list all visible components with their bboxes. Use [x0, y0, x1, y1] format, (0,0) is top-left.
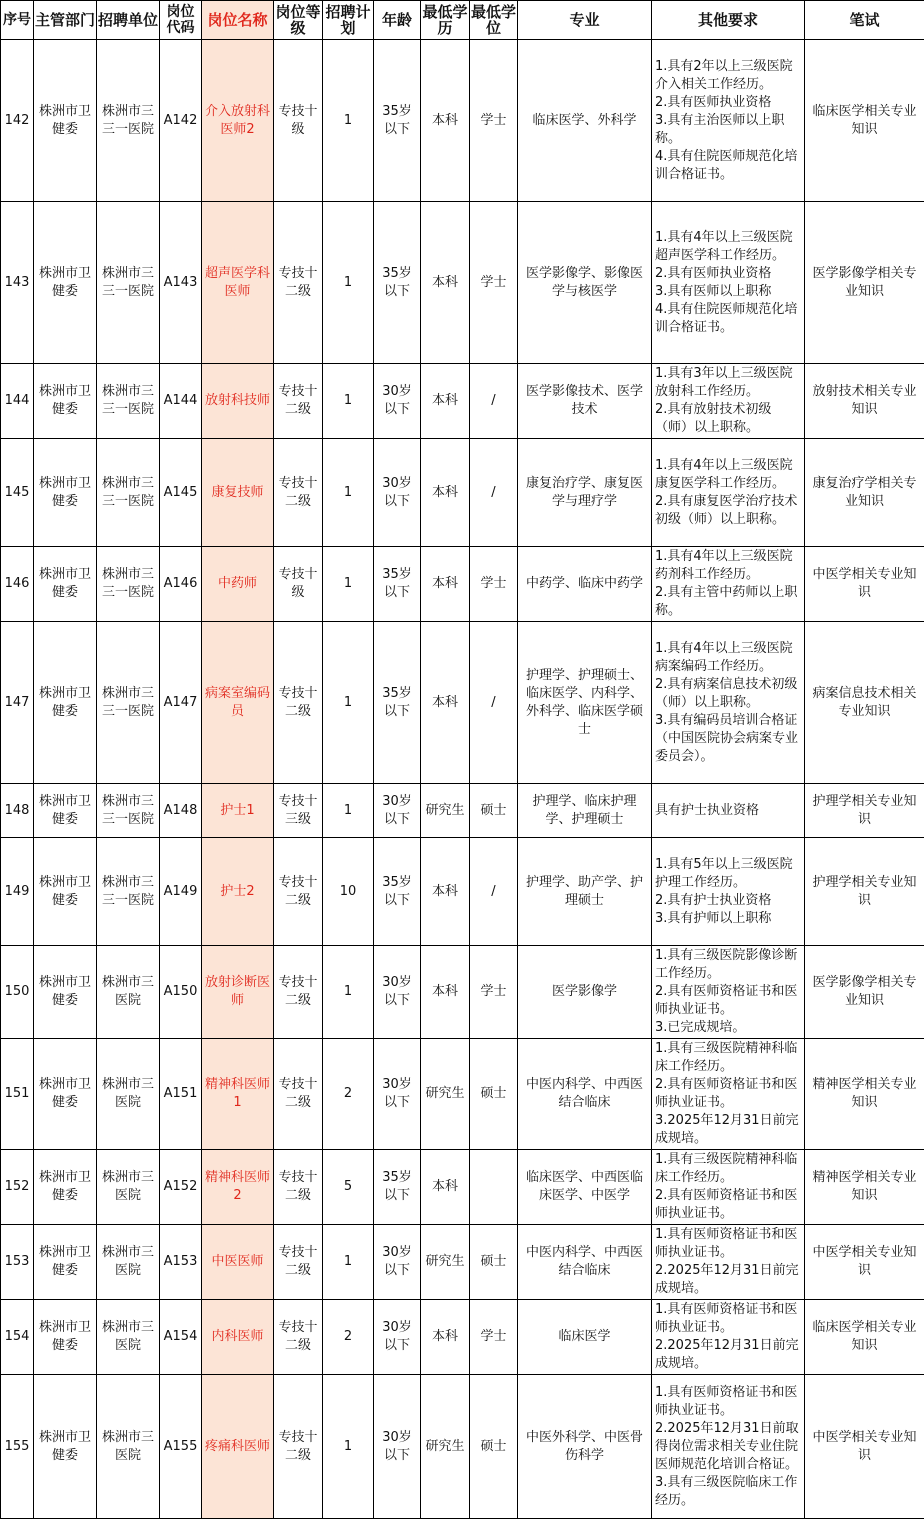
plan-cell: 1 — [323, 622, 374, 784]
grade-cell: 专技十二级 — [274, 1150, 323, 1225]
code-cell: A149 — [160, 838, 202, 946]
age-cell: 30岁以下 — [374, 1225, 421, 1300]
table-row — [1, 1225, 924, 1300]
age-cell: 30岁以下 — [374, 1300, 421, 1375]
edu-cell: 本科 — [421, 364, 470, 439]
grade-cell: 专技十级 — [274, 40, 323, 202]
code-cell: A155 — [160, 1375, 202, 1519]
other-requirements-cell: 1.具有医师资格证书和医师执业证书。 2.2025年12月31日前完成规培。 — [652, 1225, 805, 1300]
unit-cell: 株洲市三医院 — [97, 1300, 160, 1375]
degree-cell — [470, 1150, 518, 1225]
position-cell: 精神科医师2 — [202, 1150, 274, 1225]
code-cell: A144 — [160, 364, 202, 439]
grade-cell: 专技十二级 — [274, 202, 323, 364]
plan-cell: 1 — [323, 364, 374, 439]
code-cell: A142 — [160, 40, 202, 202]
seq-cell: 153 — [1, 1225, 34, 1300]
plan-cell: 5 — [323, 1150, 374, 1225]
major-cell: 康复治疗学、康复医学与理疗学 — [518, 439, 652, 547]
unit-cell: 株洲市三三一医院 — [97, 622, 160, 784]
age-cell: 35岁以下 — [374, 1150, 421, 1225]
age-cell: 30岁以下 — [374, 1375, 421, 1519]
unit-cell: 株洲市三三一医院 — [97, 838, 160, 946]
seq-cell: 152 — [1, 1150, 34, 1225]
code-cell: A153 — [160, 1225, 202, 1300]
grade-cell: 专技十二级 — [274, 946, 323, 1039]
dept-cell: 株洲市卫健委 — [34, 40, 97, 202]
other-requirements-cell: 1.具有三级医院精神科临床工作经历。 2.具有医师资格证书和医师执业证书。 — [652, 1150, 805, 1225]
table-row — [1, 838, 924, 946]
other-requirements-cell: 1.具有4年以上三级医院康复医学科工作经历。 2.具有康复医学治疗技术初级（师）以上职称。 — [652, 439, 805, 547]
col-header-unit: 招聘单位 — [97, 1, 160, 40]
table-row — [1, 547, 924, 622]
grade-cell: 专技十二级 — [274, 622, 323, 784]
exam-cell: 临床医学相关专业知识 — [805, 1300, 924, 1375]
other-requirements-cell: 1.具有医师资格证书和医师执业证书。 2.2025年12月31日前完成规培。 — [652, 1300, 805, 1375]
other-requirements-cell: 1.具有3年以上三级医院放射科工作经历。 2.具有放射技术初级（师）以上职称。 — [652, 364, 805, 439]
dept-cell: 株洲市卫健委 — [34, 1150, 97, 1225]
age-cell: 35岁以下 — [374, 40, 421, 202]
table-row — [1, 1150, 924, 1225]
seq-cell: 149 — [1, 838, 34, 946]
degree-cell: 硕士 — [470, 1039, 518, 1150]
edu-cell: 研究生 — [421, 784, 470, 838]
exam-cell: 临床医学相关专业知识 — [805, 40, 924, 202]
plan-cell: 10 — [323, 838, 374, 946]
degree-cell: / — [470, 439, 518, 547]
edu-cell: 本科 — [421, 1300, 470, 1375]
col-header-dept: 主管部门 — [34, 1, 97, 40]
degree-cell: / — [470, 622, 518, 784]
exam-cell: 康复治疗学相关专业知识 — [805, 439, 924, 547]
seq-cell: 147 — [1, 622, 34, 784]
position-cell: 中药师 — [202, 547, 274, 622]
unit-cell: 株洲市三医院 — [97, 1150, 160, 1225]
degree-cell: 学士 — [470, 547, 518, 622]
other-requirements-cell: 1.具有2年以上三级医院介入相关工作经历。 2.具有医师执业资格 3.具有主治医师以上职称。 4.具有住院医师规范化培训合格证书。 — [652, 40, 805, 202]
grade-cell: 专技十级 — [274, 547, 323, 622]
plan-cell: 2 — [323, 1039, 374, 1150]
table-row — [1, 622, 924, 784]
dept-cell: 株洲市卫健委 — [34, 1225, 97, 1300]
major-cell: 医学影像技术、医学技术 — [518, 364, 652, 439]
col-header-position: 岗位名称 — [202, 1, 274, 40]
table-row — [1, 784, 924, 838]
major-cell: 护理学、助产学、护理硕士 — [518, 838, 652, 946]
grade-cell: 专技十二级 — [274, 1300, 323, 1375]
position-cell: 中医医师 — [202, 1225, 274, 1300]
code-cell: A151 — [160, 1039, 202, 1150]
age-cell: 30岁以下 — [374, 946, 421, 1039]
age-cell: 35岁以下 — [374, 202, 421, 364]
exam-cell: 精神医学相关专业知识 — [805, 1150, 924, 1225]
exam-cell: 中医学相关专业知识 — [805, 547, 924, 622]
table-row — [1, 364, 924, 439]
col-header-seq: 序号 — [1, 1, 34, 40]
major-cell: 临床医学、中西医临床医学、中医学 — [518, 1150, 652, 1225]
dept-cell: 株洲市卫健委 — [34, 439, 97, 547]
edu-cell: 本科 — [421, 439, 470, 547]
dept-cell: 株洲市卫健委 — [34, 838, 97, 946]
col-header-plan: 招聘计划 — [323, 1, 374, 40]
other-requirements-cell: 1.具有5年以上三级医院护理工作经历。 2.具有护士执业资格 3.具有护师以上职称 — [652, 838, 805, 946]
grade-cell: 专技十二级 — [274, 1039, 323, 1150]
age-cell: 30岁以下 — [374, 784, 421, 838]
degree-cell: 硕士 — [470, 1375, 518, 1519]
code-cell: A152 — [160, 1150, 202, 1225]
major-cell: 医学影像学 — [518, 946, 652, 1039]
seq-cell: 150 — [1, 946, 34, 1039]
header-row — [1, 1, 924, 40]
plan-cell: 1 — [323, 40, 374, 202]
plan-cell: 1 — [323, 946, 374, 1039]
degree-cell: 学士 — [470, 202, 518, 364]
edu-cell: 本科 — [421, 622, 470, 784]
other-requirements-cell: 1.具有三级医院精神科临床工作经历。 2.具有医师资格证书和医师执业证书。 3.2025年12月31日前完成规培。 — [652, 1039, 805, 1150]
grade-cell: 专技十二级 — [274, 364, 323, 439]
code-cell: A148 — [160, 784, 202, 838]
dept-cell: 株洲市卫健委 — [34, 784, 97, 838]
other-requirements-cell: 具有护士执业资格 — [652, 784, 805, 838]
table-row — [1, 439, 924, 547]
edu-cell: 本科 — [421, 838, 470, 946]
col-header-code: 岗位代码 — [160, 1, 202, 40]
age-cell: 30岁以下 — [374, 1039, 421, 1150]
unit-cell: 株洲市三三一医院 — [97, 364, 160, 439]
edu-cell: 研究生 — [421, 1375, 470, 1519]
major-cell: 临床医学 — [518, 1300, 652, 1375]
plan-cell: 1 — [323, 784, 374, 838]
plan-cell: 1 — [323, 1375, 374, 1519]
edu-cell: 研究生 — [421, 1039, 470, 1150]
unit-cell: 株洲市三医院 — [97, 1375, 160, 1519]
other-requirements-cell: 1.具有4年以上三级医院超声医学科工作经历。 2.具有医师执业资格 3.具有医师以上职称 4.具有住院医师规范化培训合格证书。 — [652, 202, 805, 364]
seq-cell: 151 — [1, 1039, 34, 1150]
grade-cell: 专技十三级 — [274, 784, 323, 838]
edu-cell: 本科 — [421, 946, 470, 1039]
table-row — [1, 1039, 924, 1150]
major-cell: 医学影像学、影像医学与核医学 — [518, 202, 652, 364]
col-header-degree: 最低学位 — [470, 1, 518, 40]
grade-cell: 专技十二级 — [274, 838, 323, 946]
age-cell: 35岁以下 — [374, 622, 421, 784]
exam-cell: 放射技术相关专业知识 — [805, 364, 924, 439]
position-cell: 护士1 — [202, 784, 274, 838]
seq-cell: 146 — [1, 547, 34, 622]
code-cell: A146 — [160, 547, 202, 622]
major-cell: 中医内科学、中西医结合临床 — [518, 1039, 652, 1150]
unit-cell: 株洲市三医院 — [97, 1039, 160, 1150]
edu-cell: 本科 — [421, 40, 470, 202]
other-requirements-cell: 1.具有三级医院影像诊断工作经历。 2.具有医师资格证书和医师执业证书。 3.已完成规培。 — [652, 946, 805, 1039]
other-requirements-cell: 1.具有4年以上三级医院药剂科工作经历。 2.具有主管中药师以上职称。 — [652, 547, 805, 622]
table-body — [1, 40, 924, 1519]
exam-cell: 护理学相关专业知识 — [805, 784, 924, 838]
unit-cell: 株洲市三医院 — [97, 946, 160, 1039]
plan-cell: 1 — [323, 202, 374, 364]
seq-cell: 142 — [1, 40, 34, 202]
grade-cell: 专技十二级 — [274, 1225, 323, 1300]
code-cell: A145 — [160, 439, 202, 547]
major-cell: 护理学、护理硕士、临床医学、内科学、外科学、临床医学硕士 — [518, 622, 652, 784]
position-cell: 放射诊断医师 — [202, 946, 274, 1039]
dept-cell: 株洲市卫健委 — [34, 946, 97, 1039]
major-cell: 中医外科学、中医骨伤科学 — [518, 1375, 652, 1519]
position-cell: 放射科技师 — [202, 364, 274, 439]
degree-cell: 学士 — [470, 1300, 518, 1375]
edu-cell: 本科 — [421, 547, 470, 622]
other-requirements-cell: 1.具有4年以上三级医院病案编码工作经历。 2.具有病案信息技术初级（师）以上职称。 3.具有编码员培训合格证（中国医院协会病案专业委员会）。 — [652, 622, 805, 784]
major-cell: 中药学、临床中药学 — [518, 547, 652, 622]
col-header-major: 专业 — [518, 1, 652, 40]
seq-cell: 154 — [1, 1300, 34, 1375]
plan-cell: 2 — [323, 1300, 374, 1375]
exam-cell: 病案信息技术相关专业知识 — [805, 622, 924, 784]
unit-cell: 株洲市三三一医院 — [97, 547, 160, 622]
grade-cell: 专技十二级 — [274, 1375, 323, 1519]
seq-cell: 155 — [1, 1375, 34, 1519]
dept-cell: 株洲市卫健委 — [34, 1375, 97, 1519]
position-cell: 护士2 — [202, 838, 274, 946]
table-row — [1, 946, 924, 1039]
code-cell: A150 — [160, 946, 202, 1039]
plan-cell: 1 — [323, 439, 374, 547]
unit-cell: 株洲市三三一医院 — [97, 202, 160, 364]
code-cell: A154 — [160, 1300, 202, 1375]
position-cell: 疼痛科医师 — [202, 1375, 274, 1519]
dept-cell: 株洲市卫健委 — [34, 547, 97, 622]
seq-cell: 143 — [1, 202, 34, 364]
exam-cell: 中医学相关专业知识 — [805, 1375, 924, 1519]
edu-cell: 本科 — [421, 202, 470, 364]
dept-cell: 株洲市卫健委 — [34, 1300, 97, 1375]
position-cell: 介入放射科医师2 — [202, 40, 274, 202]
col-header-exam: 笔试 — [805, 1, 924, 40]
exam-cell: 中医学相关专业知识 — [805, 1225, 924, 1300]
major-cell: 临床医学、外科学 — [518, 40, 652, 202]
exam-cell: 精神医学相关专业知识 — [805, 1039, 924, 1150]
age-cell: 35岁以下 — [374, 838, 421, 946]
seq-cell: 144 — [1, 364, 34, 439]
exam-cell: 医学影像学相关专业知识 — [805, 202, 924, 364]
plan-cell: 1 — [323, 547, 374, 622]
position-cell: 病案室编码员 — [202, 622, 274, 784]
exam-cell: 护理学相关专业知识 — [805, 838, 924, 946]
degree-cell: 学士 — [470, 40, 518, 202]
dept-cell: 株洲市卫健委 — [34, 1039, 97, 1150]
grade-cell: 专技十二级 — [274, 439, 323, 547]
table-row — [1, 1300, 924, 1375]
degree-cell: 硕士 — [470, 784, 518, 838]
edu-cell: 本科 — [421, 1150, 470, 1225]
position-cell: 精神科医师1 — [202, 1039, 274, 1150]
edu-cell: 研究生 — [421, 1225, 470, 1300]
degree-cell: / — [470, 364, 518, 439]
unit-cell: 株洲市三医院 — [97, 1225, 160, 1300]
position-cell: 内科医师 — [202, 1300, 274, 1375]
exam-cell: 医学影像学相关专业知识 — [805, 946, 924, 1039]
unit-cell: 株洲市三三一医院 — [97, 40, 160, 202]
degree-cell: / — [470, 838, 518, 946]
position-cell: 康复技师 — [202, 439, 274, 547]
col-header-age: 年龄 — [374, 1, 421, 40]
dept-cell: 株洲市卫健委 — [34, 622, 97, 784]
degree-cell: 学士 — [470, 946, 518, 1039]
unit-cell: 株洲市三三一医院 — [97, 784, 160, 838]
major-cell: 中医内科学、中西医结合临床 — [518, 1225, 652, 1300]
plan-cell: 1 — [323, 1225, 374, 1300]
col-header-grade: 岗位等级 — [274, 1, 323, 40]
code-cell: A143 — [160, 202, 202, 364]
col-header-other: 其他要求 — [652, 1, 805, 40]
unit-cell: 株洲市三三一医院 — [97, 439, 160, 547]
seq-cell: 148 — [1, 784, 34, 838]
code-cell: A147 — [160, 622, 202, 784]
age-cell: 35岁以下 — [374, 547, 421, 622]
position-cell: 超声医学科医师 — [202, 202, 274, 364]
degree-cell: 硕士 — [470, 1225, 518, 1300]
age-cell: 30岁以下 — [374, 364, 421, 439]
table-row — [1, 40, 924, 202]
age-cell: 30岁以下 — [374, 439, 421, 547]
major-cell: 护理学、临床护理学、护理硕士 — [518, 784, 652, 838]
col-header-edu: 最低学历 — [421, 1, 470, 40]
seq-cell: 145 — [1, 439, 34, 547]
table-row — [1, 202, 924, 364]
dept-cell: 株洲市卫健委 — [34, 202, 97, 364]
dept-cell: 株洲市卫健委 — [34, 364, 97, 439]
other-requirements-cell: 1.具有医师资格证书和医师执业证书。 2.2025年12月31日前取得岗位需求相关专业住院医师规范化培训合格证。 3.具有三级医院临床工作经历。 — [652, 1375, 805, 1519]
